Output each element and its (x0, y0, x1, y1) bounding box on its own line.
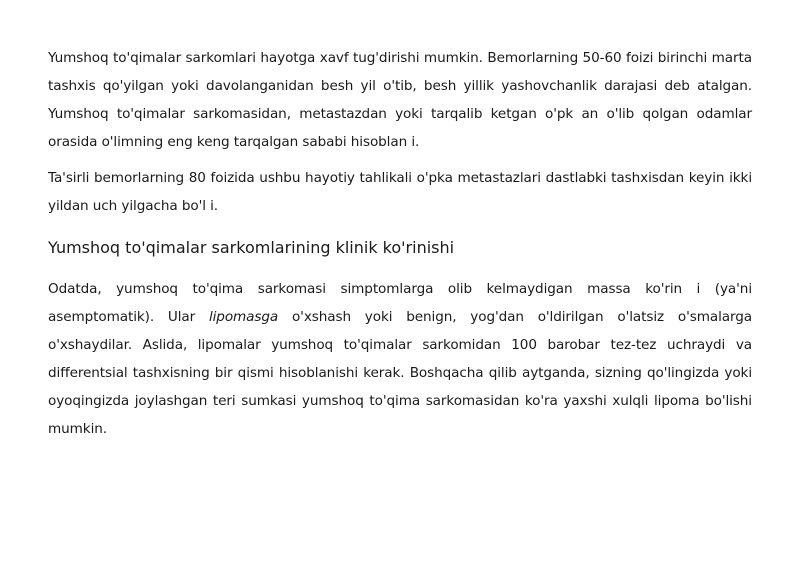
paragraph-clinical (48, 275, 752, 443)
article-body (48, 44, 752, 443)
paragraph-survival: Yumshoq to'qimalar sarkomlari hayotga xavf tug'dirishi mumkin. Bemorlarning 50-60 foizi birinchi marta tashxis qo'yilgan yoki davolanganidan besh yil o'tib, besh yillik yashovchanlik darajasi deb atalgan. Yumshoq to'qimalar sarkomasidan, metastazdan yoki tarqalib ketgan o'pk an o'lib qolgan odamlar orasida o'limning eng keng tarqalgan sababi hisoblan i. (48, 50, 752, 150)
paragraph-clinical-text-1: Odatda, yumshoq to'qima sarkomasi simptomlarga olib kelmaydigan massa ko'rin i (ya'ni asemptomatik). Ular (48, 281, 752, 325)
paragraph-metastasis: Ta'sirli bemorlarning 80 foizida ushbu hayotiy tahlikali o'pka metastazlari dastlabki tashxisdan keyin ikki yildan uch yilgacha bo'l i. (48, 170, 752, 214)
section-heading: Yumshoq to'qimalar sarkomlarining klinik ko'rinishi (48, 238, 455, 257)
paragraph-clinical-text-2: o'xshash yoki benign, yog'dan o'ldirilgan o'latsiz o'smalarga o'xshaydilar. Aslida, lipomalar yumshoq to'qimalar sarkomidan 100 barobar tez-tez uchraydi va differentsial tashxisning bir qismi hisoblanishi kerak. Boshqacha qilib aytganda, sizning qo'lingizda yoki oyoqingizda joylashgan teri sumkasi yumshoq to'qima sarkomasidan ko'ra yaxshi xulqli lipoma bo'lishi mumkin. (48, 309, 752, 437)
lipoma-term: lipomasga (208, 309, 279, 325)
